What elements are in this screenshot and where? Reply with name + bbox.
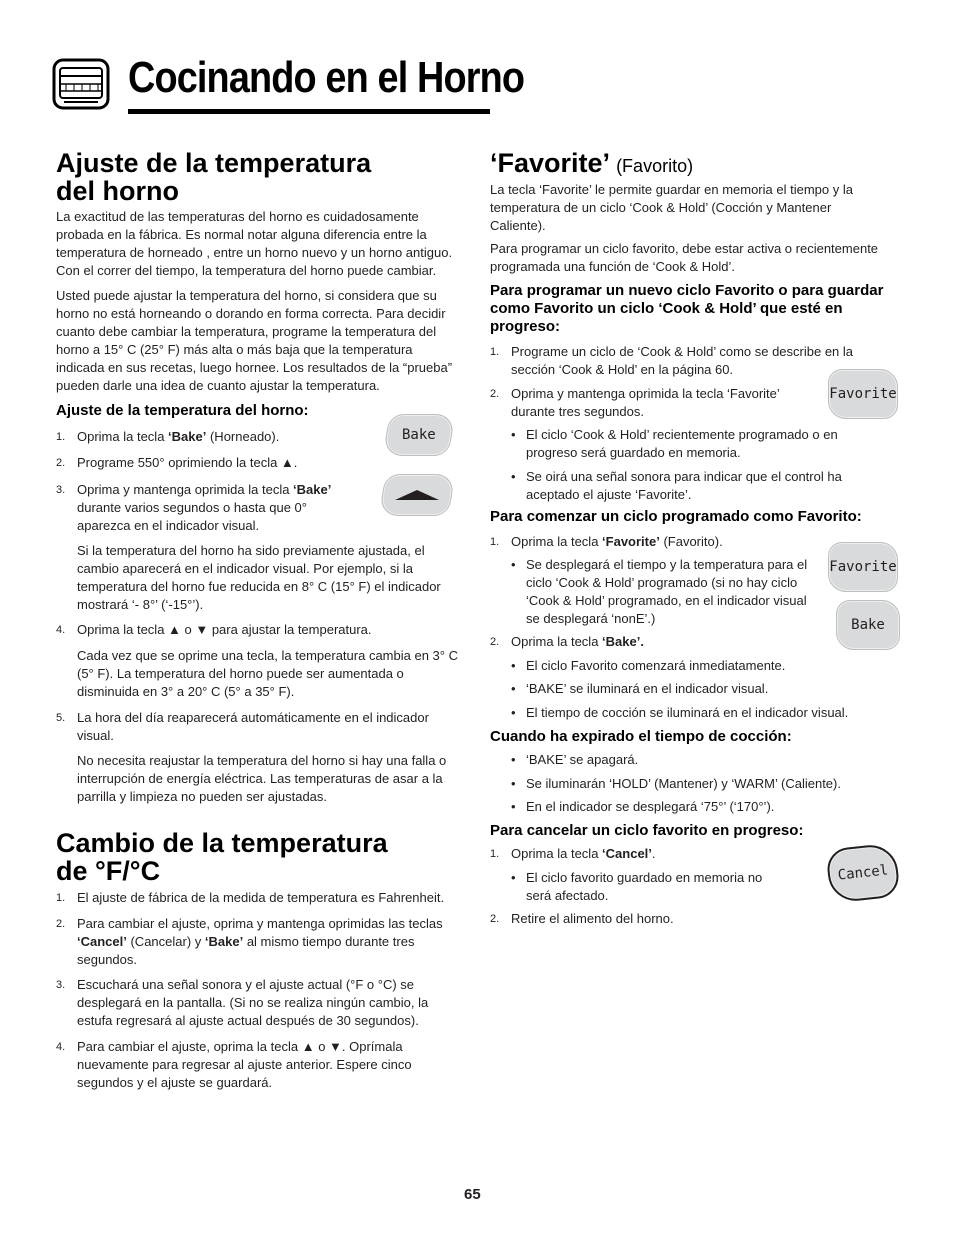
list-number: 2. (56, 457, 66, 469)
list-note: Cada vez que se oprime una tecla, la temperatura cambia en 3° C (5° F). La temperatura del horno puede ser aumentada o disminuida en 3° a 20° C (5° a 35° F). (77, 648, 458, 699)
page-number: 65 (464, 1186, 481, 1203)
subheading: Cuando ha expirado el tiempo de cocción: (490, 728, 792, 745)
bullet: • (511, 469, 516, 484)
favorite-key[interactable]: Favorite (828, 542, 898, 592)
list-item: Oprima y mantenga oprimida la tecla ‘Favorite’ durante tres segundos. (511, 386, 780, 419)
bullet: • (511, 681, 516, 696)
paragraph: La exactitud de las temperaturas del horno es cuidadosamente probada en la fábrica. Es normal notar alguna diferencia entre la temperatura de horneado , entre un horno nuevo y un horno antiguo. Con el correr del tiempo, la temperatura del horno puede cambiar. (56, 209, 453, 278)
list-number: 2. (490, 913, 500, 925)
list-item: ‘BAKE’ se iluminará en el indicador visual. (526, 681, 769, 696)
bullet: • (511, 799, 516, 814)
bullet: • (511, 557, 516, 572)
list-item: ‘BAKE’ se apagará. (526, 752, 639, 767)
list-item: Se desplegará el tiempo y la temperatura para el ciclo ‘Cook & Hold’ programado (si no hay ciclo ‘Cook & Hold’ programado, en el indicador visual se desplegará ‘nonE’.) (526, 557, 808, 626)
list-item: Oprima la tecla ‘Cancel’. (511, 846, 656, 861)
bullet: • (511, 658, 516, 673)
list-number: 3. (56, 979, 66, 991)
bake-key[interactable]: Bake (382, 414, 455, 456)
list-item: Programe un ciclo de ‘Cook & Hold’ como se describe en la sección ‘Cook & Hold’ en la página 60. (511, 344, 854, 377)
list-number: 2. (490, 636, 500, 648)
list-item: Oprima y mantenga oprimida la tecla ‘Bake’ durante varios segundos o hasta que 0° aparezca en el indicador visual. (77, 482, 332, 533)
subheading: Ajuste de la temperatura del horno: (56, 402, 309, 419)
page-title: Cocinando en el Horno (128, 53, 525, 102)
list-number: 1. (490, 848, 500, 860)
list-item: Se iluminarán ‘HOLD’ (Mantener) y ‘WARM’ (Caliente). (526, 776, 841, 791)
list-item: El ciclo favorito guardado en memoria no será afectado. (526, 870, 763, 903)
list-number: 5. (56, 712, 66, 724)
up-arrow-icon (393, 488, 441, 502)
subheading: Para comenzar un ciclo programado como Favorito: (490, 508, 862, 525)
bullet: • (511, 776, 516, 791)
list-number: 3. (56, 484, 66, 496)
list-number: 4. (56, 1041, 66, 1053)
list-item: Programe 550° oprimiendo la tecla ▲. (77, 455, 298, 470)
list-item: El ajuste de fábrica de la medida de temperatura es Fahrenheit. (77, 890, 445, 905)
list-number: 2. (56, 918, 66, 930)
paragraph: Usted puede ajustar la temperatura del horno, si considera que su horno no está horneando o dorando en forma correcta. Para decidir cuanto debe cambiar la temperatura, programe la temperatura del horno a 15° C (25° F) más alta o más baja que la temperatura indicada en sus recetas, luego hornee. Los resultados de la “prueba” pueden darle una idea de cuanto ajustar la temperatura. (56, 288, 453, 393)
title-rule (128, 109, 490, 114)
list-number: 4. (56, 624, 66, 636)
bullet: • (511, 752, 516, 767)
list-item: El ciclo ‘Cook & Hold’ recientemente programado o en progreso será guardado en memoria. (526, 427, 838, 460)
list-number: 1. (56, 431, 66, 443)
section-heading-oven-temp: Ajuste de la temperatura del horno (56, 148, 372, 206)
list-item: Se oirá una señal sonora para indicar que el control ha aceptado el ajuste ‘Favorite’. (526, 469, 842, 502)
list-number: 1. (56, 892, 66, 904)
bullet: • (511, 705, 516, 720)
list-item: Oprima la tecla ‘Bake’. (511, 634, 644, 649)
list-item: Para cambiar el ajuste, oprima la tecla ▲ o ▼. Oprímala nuevamente para regresar al ajuste anterior. Espere cinco segundos y el ajuste se guardará. (77, 1039, 412, 1090)
list-note: No necesita reajustar la temperatura del horno si hay una falla o interrupción de energía eléctrica. Las temperaturas de asar a la parrilla y limpieza no pueden ser ajustadas. (77, 753, 447, 804)
section-heading-favorite: ‘Favorite’ (Favorito) (490, 148, 694, 178)
list-item: En el indicador se desplegará ‘75°’ (‘170°’). (526, 799, 775, 814)
cancel-key[interactable]: Cancel (825, 842, 900, 903)
list-number: 2. (490, 388, 500, 400)
subheading: Para programar un nuevo ciclo Favorito o para guardar como Favorito un ciclo ‘Cook & Hold’ que esté en progreso: (490, 282, 884, 335)
favorite-key[interactable]: Favorite (828, 369, 898, 419)
list-item: Oprima la tecla ‘Bake’ (Horneado). (77, 429, 280, 444)
oven-icon (52, 58, 110, 110)
list-item: Para cambiar el ajuste, oprima y mantenga oprimidas las teclas ‘Cancel’ (Cancelar) y ‘Bake’ al mismo tiempo durante tres segundos. (77, 916, 443, 967)
bullet: • (511, 870, 516, 885)
bake-key[interactable]: Bake (836, 600, 900, 650)
list-item: El ciclo Favorito comenzará inmediatamente. (526, 658, 786, 673)
list-item: Oprima la tecla ‘Favorite’ (Favorito). (511, 534, 723, 549)
list-note: Si la temperatura del horno ha sido previamente ajustada, el cambio aparecerá en el indicador visual. Por ejemplo, si la temperatura del horno fue reducida en 8° C (15° F) el indicador mostrará ‘- 8°’ (‘-15°’). (77, 543, 441, 612)
list-number: 1. (490, 346, 500, 358)
list-item: Oprima la tecla ▲ o ▼ para ajustar la temperatura. (77, 622, 372, 637)
paragraph: La tecla ‘Favorite’ le permite guardar en memoria el tiempo y la temperatura de un ciclo ‘Cook & Hold’ (Cocción y Mantener Caliente). (490, 182, 853, 233)
list-item: Retire el alimento del horno. (511, 911, 674, 926)
bullet: • (511, 427, 516, 442)
list-item: La hora del día reaparecerá automáticamente en el indicador visual. (77, 710, 429, 743)
subheading: Para cancelar un ciclo favorito en progreso: (490, 822, 804, 839)
list-item: El tiempo de cocción se iluminará en el indicador visual. (526, 705, 849, 720)
up-arrow-key[interactable] (378, 474, 455, 516)
section-heading-f-c: Cambio de la temperatura de °F/°C (56, 828, 388, 886)
paragraph: Para programar un ciclo favorito, debe estar activa o recientemente programada una función de ‘Cook & Hold’. (490, 241, 879, 274)
list-item: Escuchará una señal sonora y el ajuste actual (°F o °C) se desplegará en la pantalla. (Si no se realiza ningún cambio, la estufa regresará al ajuste actual después de 30 segundos). (77, 977, 429, 1028)
list-number: 1. (490, 536, 500, 548)
